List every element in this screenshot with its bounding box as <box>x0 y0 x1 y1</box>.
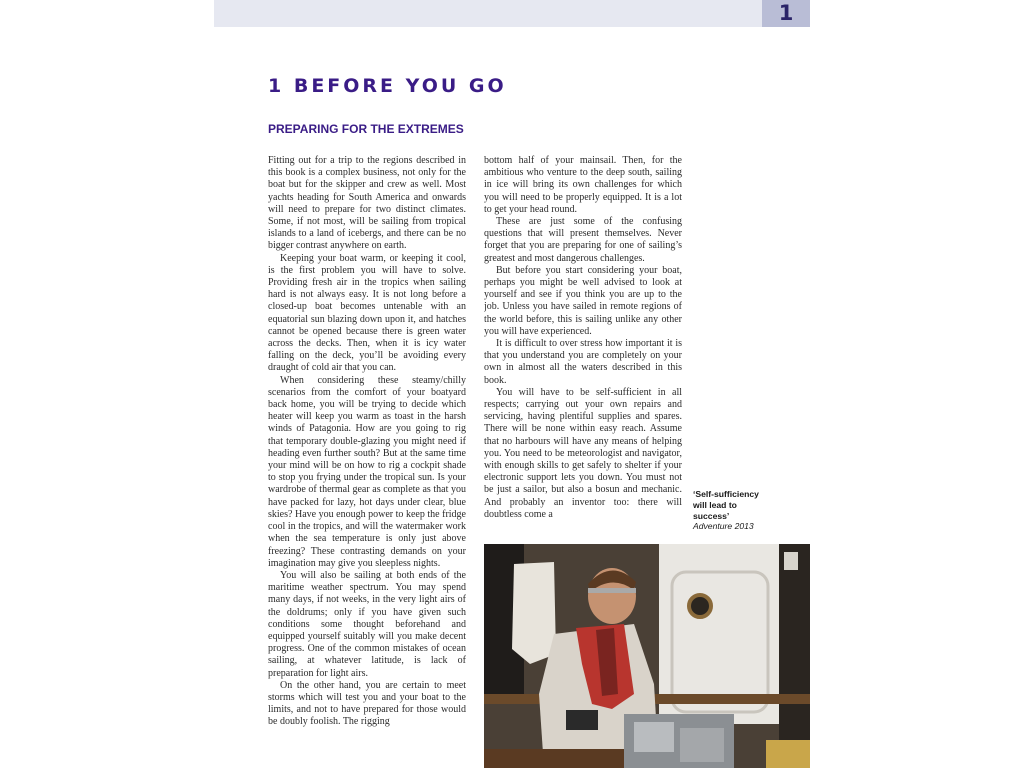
paragraph: It is difficult to over stress how important it is that you understand you are completely on your own in almost all the waters described in this book. <box>484 338 682 386</box>
paragraph: But before you start considering your boat, perhaps you might be well advised to look at yourself and see if you think you are up to the job. Unless you have sailed in remote regions of the world before, this is sailing unlike any other you will have experienced. <box>484 264 682 337</box>
body-column-left <box>268 155 466 768</box>
page-number: 1 <box>762 0 810 27</box>
body-column-right <box>484 155 682 535</box>
chapter-title: 1 BEFORE YOU GO <box>268 75 507 97</box>
paragraph: Fitting out for a trip to the regions described in this book is a complex business, not only for the boat but for the skipper and crew as well. Most yachts heading for South America and onwards will need to prepare for two distinct climates. Some, if not most, will be sailing from tropical islands to a land of icebergs, and there can be no bigger contrast anywhere on earth. <box>268 155 466 252</box>
paragraph: These are just some of the confusing questions that will present themselves. Never forget that you are preparing for one of sailing’s greatest and most dangerous challenges. <box>484 216 682 264</box>
pull-quote <box>693 489 773 532</box>
sailor-repairing-engine-photo <box>484 544 810 768</box>
paragraph: You will also be sailing at both ends of the maritime weather spectrum. You may spend many days, if not weeks, in the very light airs of the doldrums; only if you have given such conditions some thought beforehand and equipped yourself suitably will you make decent progress. One of the common mistakes of ocean sailing, at whatever latitude, is lack of preparation for light airs. <box>268 569 466 679</box>
section-heading: PREPARING FOR THE EXTREMES <box>268 122 464 136</box>
book-page <box>214 0 810 768</box>
paragraph: On the other hand, you are certain to meet storms which will test you and your boat to the limits, and not to have prepared for those would be doubly foolish. The rigging <box>268 679 466 728</box>
paragraph: Keeping your boat warm, or keeping it cool, is the first problem you will have to solve. Providing fresh air in the tropics when sailing hard is not always easy. It is not long before a closed-up boat becomes untenable with an equatorial sun blazing down upon it, and hatches cannot be opened because there is green water across the decks. Then, when it is icy water falling on the deck, you’ll be avoiding every draught of cold air that you can. <box>268 252 466 374</box>
paragraph: You will have to be self-sufficient in all respects; carrying out your own repairs and servicing, having plentiful supplies and spares. There will be none within easy reach. Assume that no harbours will have any means of helping you. You need to be meteorologist and navigator, with enough skills to get safely to shelter if your electronic support lets you down. You must not be just a sailor, but also a bosun and mechanic. And probably an inventor too: there will doubtless come a <box>484 386 682 520</box>
pull-quote-text: ‘Self-sufficiency will lead to success’ <box>693 489 759 521</box>
running-header-bar <box>214 0 810 27</box>
pull-quote-source: Adventure 2013 <box>693 521 754 532</box>
paragraph: When considering these steamy/chilly scenarios from the comfort of your boatyard back home, you will be trying to decide which heater will keep you warm as toast in the harsh winds of Patagonia. How are you going to rig that temporary double-glazing you might need if heading even further south? But at the same time your mind will be on how to rig a cockpit shade to stop you frying under the tropical sun. Is your wardrobe of thermal gear as complete as that you have packed for lazy, hot days under clear, blue skies? Have you enough power to keep the fridge cool in the tropics, and will the watermaker work when the sea temperature is only just above freezing? These contrasting demands on your imagination may give you sleepless nights. <box>268 374 466 569</box>
photo-illustration <box>484 544 810 768</box>
paragraph: bottom half of your mainsail. Then, for the ambitious who venture to the deep south, sailing in ice will bring its own challenges for which you will need to be properly equipped. It is a lot to get your head round. <box>484 155 682 215</box>
